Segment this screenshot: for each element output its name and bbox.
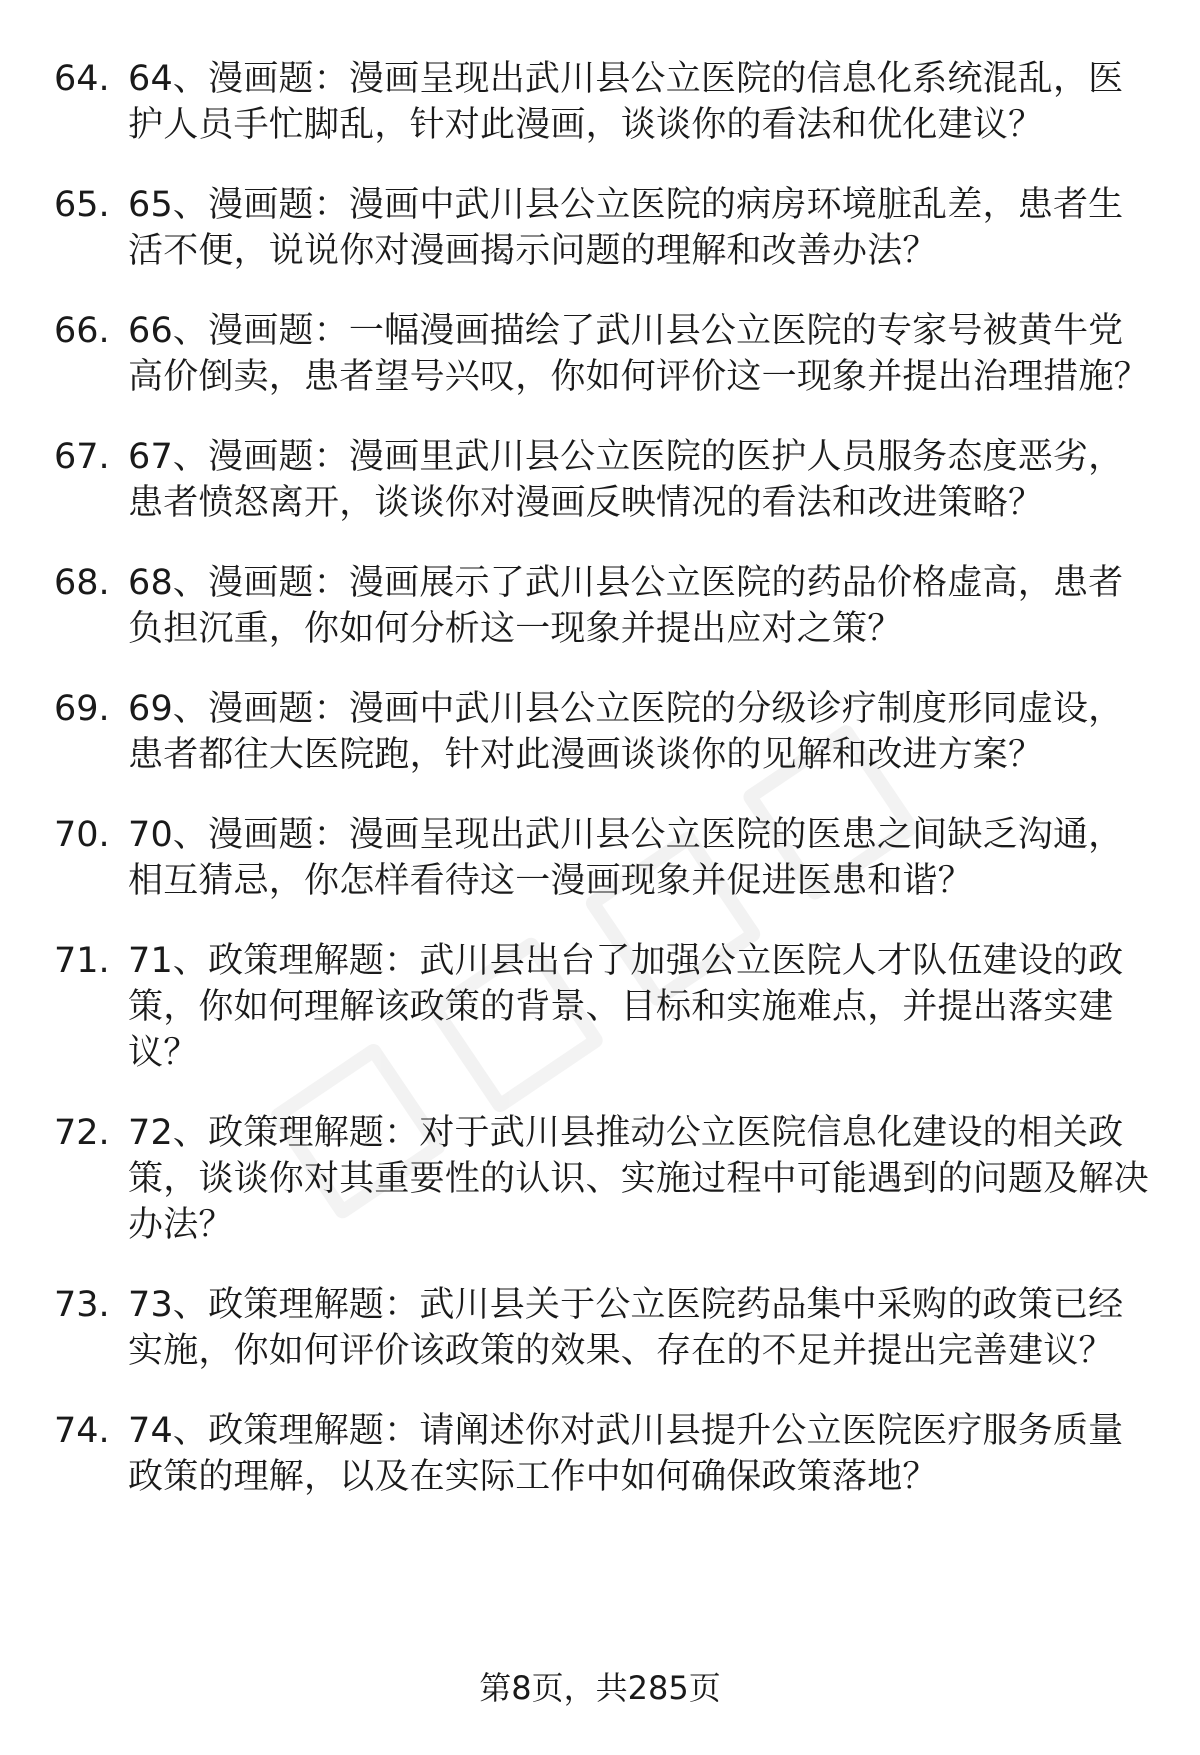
question-item xyxy=(0,182,1200,274)
question-text: 68、漫画题：漫画展示了武川县公立医院的药品价格虚高，患者负担沉重，你如何分析这一现象并提出应对之策？ xyxy=(128,563,1124,649)
question-number: 67. xyxy=(54,437,110,477)
question-text: 67、漫画题：漫画里武川县公立医院的医护人员服务态度恶劣，患者愤怒离开，谈谈你对漫画反映情况的看法和改进策略？ xyxy=(128,437,1124,523)
question-number: 74. xyxy=(54,1411,110,1451)
question-text: 65、漫画题：漫画中武川县公立医院的病房环境脏乱差，患者生活不便，说说你对漫画揭示问题的理解和改善办法？ xyxy=(128,185,1124,271)
question-item xyxy=(0,1408,1200,1500)
question-text: 73、政策理解题：武川县关于公立医院药品集中采购的政策已经实施，你如何评价该政策的效果、存在的不足并提出完善建议？ xyxy=(128,1285,1124,1371)
question-item xyxy=(0,1110,1200,1248)
question-list xyxy=(0,56,1200,1534)
question-item xyxy=(0,56,1200,148)
question-text: 72、政策理解题：对于武川县推动公立医院信息化建设的相关政策，谈谈你对其重要性的认识、实施过程中可能遇到的问题及解决办法？ xyxy=(128,1113,1149,1245)
question-number: 71. xyxy=(54,941,110,981)
question-text: 66、漫画题：一幅漫画描绘了武川县公立医院的专家号被黄牛党高价倒卖，患者望号兴叹，你如何评价这一现象并提出治理措施？ xyxy=(128,311,1149,397)
question-text: 74、政策理解题：请阐述你对武川县提升公立医院医疗服务质量政策的理解，以及在实际工作中如何确保政策落地？ xyxy=(128,1411,1124,1497)
question-text: 64、漫画题：漫画呈现出武川县公立医院的信息化系统混乱，医护人员手忙脚乱，针对此漫画，谈谈你的看法和优化建议？ xyxy=(128,59,1124,145)
question-item xyxy=(0,434,1200,526)
question-item xyxy=(0,686,1200,778)
question-number: 65. xyxy=(54,185,110,225)
question-number: 72. xyxy=(54,1113,110,1153)
question-number: 68. xyxy=(54,563,110,603)
question-number: 66. xyxy=(54,311,110,351)
question-text: 69、漫画题：漫画中武川县公立医院的分级诊疗制度形同虚设，患者都往大医院跑，针对此漫画谈谈你的见解和改进方案？ xyxy=(128,689,1124,775)
question-item xyxy=(0,560,1200,652)
question-number: 64. xyxy=(54,59,110,99)
question-item xyxy=(0,812,1200,904)
page-indicator: 第8页，共285页 xyxy=(479,1669,721,1707)
question-number: 69. xyxy=(54,689,110,729)
question-item xyxy=(0,1282,1200,1374)
question-item xyxy=(0,938,1200,1076)
question-number: 70. xyxy=(54,815,110,855)
question-text: 70、漫画题：漫画呈现出武川县公立医院的医患之间缺乏沟通，相互猜忌，你怎样看待这一漫画现象并促进医患和谐？ xyxy=(128,815,1124,901)
question-number: 73. xyxy=(54,1285,110,1325)
question-item xyxy=(0,308,1200,400)
question-text: 71、政策理解题：武川县出台了加强公立医院人才队伍建设的政策，你如何理解该政策的背景、目标和实施难点，并提出落实建议？ xyxy=(128,941,1124,1073)
